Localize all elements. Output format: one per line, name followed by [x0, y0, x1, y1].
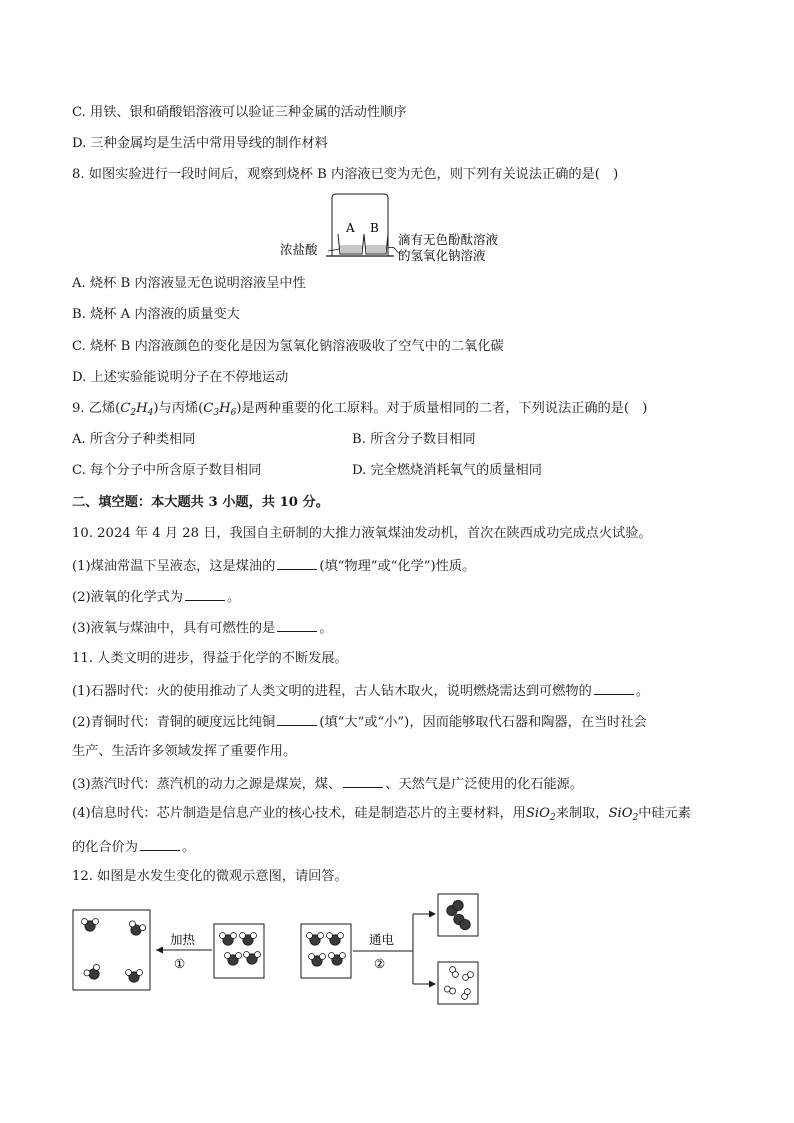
- answer-blank[interactable]: [594, 682, 634, 695]
- q8-option-c: C. 烧杯 B 内溶液颜色的变化是因为氢氧化钠溶液吸收了空气中的二氧化碳: [72, 339, 504, 354]
- naoh-label-line2: 的氢氧化钠溶液: [398, 248, 486, 263]
- liquid-box-2: [301, 924, 351, 978]
- q8-option-a: A. 烧杯 B 内溶液显无色说明溶液呈中性: [72, 276, 306, 291]
- q8-beaker-figure: [270, 190, 530, 268]
- q10-stem: 10. 2024 年 4 月 28 日，我国自主研制的大推力液氧煤油发动机，首次在陕西成功完成点火试验。: [72, 526, 652, 541]
- q10-part-3: (3)液氧与煤油中，具有可燃性的是 。: [72, 621, 333, 636]
- q11-part-3: (3)蒸汽时代：蒸汽机的动力之源是煤炭，煤、 、天然气是广泛使用的化石能源。: [72, 777, 584, 792]
- q11-stem: 11. 人类文明的进步，得益于化学的不断发展。: [72, 651, 348, 666]
- formula-propylene: $C_3H_6$: [203, 401, 237, 418]
- q8-option-d: D. 上述实验能说明分子在不停地运动: [72, 370, 289, 385]
- answer-blank[interactable]: [140, 838, 180, 851]
- q9-option-b: B. 所含分子数目相同: [352, 432, 476, 447]
- q8-option-b: B. 烧杯 A 内溶液的质量变大: [72, 307, 240, 322]
- answer-blank[interactable]: [277, 557, 317, 570]
- answer-blank[interactable]: [277, 619, 317, 632]
- q11-part-4-cont: 的化合价为 。: [72, 840, 196, 855]
- q10-part-1: (1)煤油常温下呈液态，这是煤油的 (填“物理”或“化学”)性质。: [72, 559, 476, 574]
- q9-stem: 9. 乙烯$(C_2H_4)$与丙烯$(C_3H_6)$是两种重要的化工原料。对于质量相同的二者，下列说法正确的是( ): [72, 401, 648, 418]
- answer-blank[interactable]: [277, 713, 317, 726]
- q12-stem: 12. 如图是水发生变化的微观示意图，请回答。: [72, 869, 348, 884]
- q11-part-1: (1)石器时代：火的使用推动了人类文明的进程，古人钻木取火，说明燃烧需达到可燃物的 。: [72, 684, 649, 699]
- q11-part-4: (4)信息时代：芯片制造是信息产业的核心技术，硅是制造芯片的主要材料，用SiO$_2$来制取，SiO$_2$中硅元素: [72, 806, 691, 823]
- q11-part-2-cont: 生产、生活许多领域发挥了重要作用。: [72, 744, 297, 759]
- electrolysis-label: 通电: [369, 932, 395, 947]
- section-2-heading: 二、填空题：本大题共 3 小题，共 10 分。: [72, 495, 329, 510]
- hcl-label: 浓盐酸: [280, 242, 318, 257]
- q8-stem: 8. 如图实验进行一段时间后，观察到烧杯 B 内溶液已变为无色，则下列有关说法正确的是( ): [72, 167, 619, 182]
- step-2-label: ②: [374, 956, 386, 971]
- answer-blank[interactable]: [185, 588, 225, 601]
- naoh-label-line1: 滴有无色酚酞溶液: [398, 232, 499, 247]
- q9-option-d: D. 完全燃烧消耗氧气的质量相同: [352, 463, 542, 478]
- q9-option-a: A. 所含分子种类相同: [72, 432, 196, 447]
- formula-sio2: SiO$_2$: [608, 806, 639, 823]
- q7-option-c: C. 用铁、银和硝酸铝溶液可以验证三种金属的活动性顺序: [72, 105, 407, 120]
- formula-sio2: SiO$_2$: [525, 806, 556, 823]
- step-1-label: ①: [174, 956, 186, 971]
- beaker-b-label: B: [370, 221, 379, 235]
- liquid-box-1: [214, 924, 264, 978]
- answer-blank[interactable]: [343, 775, 383, 788]
- q7-option-d: D. 三种金属均是生活中常用导线的制作材料: [72, 136, 328, 151]
- water-change-diagram: [70, 890, 490, 1010]
- q11-part-2: (2)青铜时代：青铜的硬度远比纯铜 (填“大”或“小”)，因而能够取代石器和陶器，在当时社会: [72, 715, 647, 730]
- heat-label: 加热: [170, 932, 196, 947]
- q10-part-2: (2)液氧的化学式为 。: [72, 590, 241, 605]
- hydrogen-box: [438, 962, 478, 1004]
- beaker-a-label: A: [346, 221, 355, 235]
- formula-ethylene: $C_2H_4$: [120, 401, 154, 418]
- q9-option-c: C. 每个分子中所含原子数目相同: [72, 463, 262, 478]
